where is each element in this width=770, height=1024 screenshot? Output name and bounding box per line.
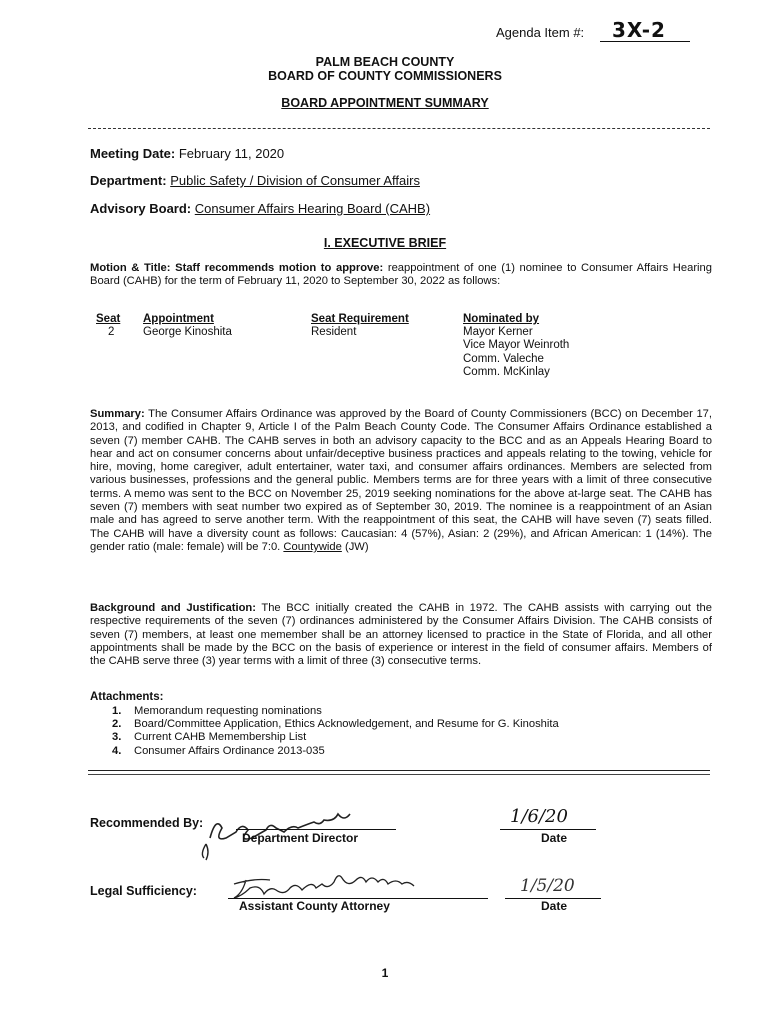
meeting-date-row	[90, 146, 284, 161]
legal-date-handwritten: 1/5/20	[520, 876, 575, 896]
attachments-heading: Attachments:	[90, 691, 164, 703]
department-director-caption: Department Director	[242, 831, 359, 845]
page-number: 1	[381, 966, 389, 980]
assistant-county-attorney-caption: Assistant County Attorney	[239, 899, 390, 913]
header-divider	[88, 128, 710, 129]
county-heading: PALM BEACH COUNTY	[315, 55, 455, 69]
countywide-label: Countywide	[283, 540, 342, 553]
department-row	[90, 173, 420, 188]
motion-label: Motion & Title: Staff recommends motion to approve:	[90, 262, 384, 274]
board-heading: BOARD OF COUNTY COMMISSIONERS	[268, 69, 502, 83]
department-value: Public Safety / Division of Consumer Affairs	[170, 173, 420, 188]
attachments-list	[112, 705, 559, 758]
nominator: Comm. Valeche	[463, 352, 544, 365]
agenda-item-number: 3X-2	[612, 18, 666, 42]
attachment-item: 3. Current CAHB Memembership List	[112, 731, 307, 744]
appointment-cell: George Kinoshita	[143, 326, 232, 338]
recommended-date-handwritten: 1/6/20	[510, 806, 568, 827]
signature-divider-top	[88, 770, 710, 771]
seat-cell: 2	[108, 326, 115, 338]
attachment-item: 4. Consumer Affairs Ordinance 2013-035	[112, 744, 325, 757]
motion-text: reappointment of one (1) nominee to Consumer Affairs Hearing Board (CAHB) for the term of February 11, 2020 to September 30, 2022 as follows:	[90, 262, 712, 288]
appointment-header: Appointment	[143, 313, 214, 325]
seat-requirement-header: Seat Requirement	[311, 313, 409, 325]
seat-header: Seat	[96, 313, 121, 325]
nominated-by-header: Nominated by	[463, 313, 540, 325]
agenda-item-underline	[600, 41, 690, 42]
advisory-board-label: Advisory Board:	[90, 201, 192, 216]
document-title: BOARD APPOINTMENT SUMMARY	[281, 96, 489, 110]
nominators-list	[463, 326, 569, 379]
advisory-board-row	[90, 201, 430, 216]
recommended-by-label: Recommended By:	[90, 816, 204, 830]
director-signature-line	[236, 829, 396, 830]
summary-text: The Consumer Affairs Ordinance was approved by the Board of County Commissioners (BCC) on December 17, 2013, and codified in Chapter 9, Article I of the Palm Beach County Code. The Consumer Affairs Ordinance established a seven (7) member CAHB. The CAHB serves in both an advisory capacity to the BCC and as an Appeals Hearing Board to hear and act on consumer concerns about unfair/deceptive business practices and appeals relating to the towing, vehicle for hire, moving, home caregiver, adult entertainer, water taxi, and consumer affairs ordinances. Members are selected from various businesses, professions and the general public. Members terms are for three years with a limit of three consecutive terms. A memo was sent to the BCC on November 25, 2019 seeking nominations for the above at-large seat. The CAHB has seven (7) members with seat number two expired as of September 30, 2019. The nominee is a reappointment of an Asian male and has agreed to serve another term. With the reappointment of this seat, the CAHB will have seven (7) seats filled. The CAHB will have a diversity count as follows: Caucasian: 4 (57%), Asian: 2 (29%), and African American: 1 (14%). The gender ratio (male: female) will be 7:0.	[90, 408, 712, 553]
nominator: Vice Mayor Weinroth	[463, 339, 570, 352]
summary-label: Summary:	[90, 408, 145, 420]
department-label: Department:	[90, 173, 167, 188]
background-text: The BCC initially created the CAHB in 1972. The CAHB assists with carrying out the respective requirements of the seven (7) ordinances administered by the Consumer Affairs Division. The CAHB consists of seven (7) members, at least one memember shall be an attorney licensed to practice in the State of Florida, and all other appointments shall be made by the BCC on the basis of experience or interest in the field of consumer affairs. Members of the CAHB serve three (3) year terms with a limit of three (3) consecutive terms.	[90, 602, 712, 668]
signature-divider-bottom	[88, 774, 710, 775]
date-line-1	[500, 829, 596, 830]
agenda-item-label: Agenda Item #:	[496, 25, 585, 40]
executive-brief-heading: I. EXECUTIVE BRIEF	[323, 236, 447, 250]
meeting-date-label: Meeting Date:	[90, 146, 176, 161]
nominator: Comm. McKinlay	[463, 365, 550, 378]
background-label: Background and Justification:	[90, 602, 256, 614]
nominator: Mayor Kerner	[463, 326, 533, 338]
legal-sufficiency-label: Legal Sufficiency:	[90, 884, 197, 898]
attachment-item: 2. Board/Committee Application, Ethics Acknowledgement, and Resume for G. Kinoshita	[112, 718, 559, 731]
date-caption-1: Date	[541, 831, 568, 845]
summary-initials: (JW)	[341, 540, 369, 553]
advisory-board-value: Consumer Affairs Hearing Board (CAHB)	[194, 201, 431, 216]
summary-paragraph	[90, 408, 712, 554]
date-caption-2: Date	[541, 899, 568, 913]
attachment-item: 1. Memorandum requesting nominations	[112, 705, 322, 717]
background-paragraph	[90, 602, 712, 668]
seat-requirement-cell: Resident	[311, 326, 357, 338]
motion-paragraph	[90, 262, 712, 289]
meeting-date-value: February 11, 2020	[178, 146, 285, 161]
